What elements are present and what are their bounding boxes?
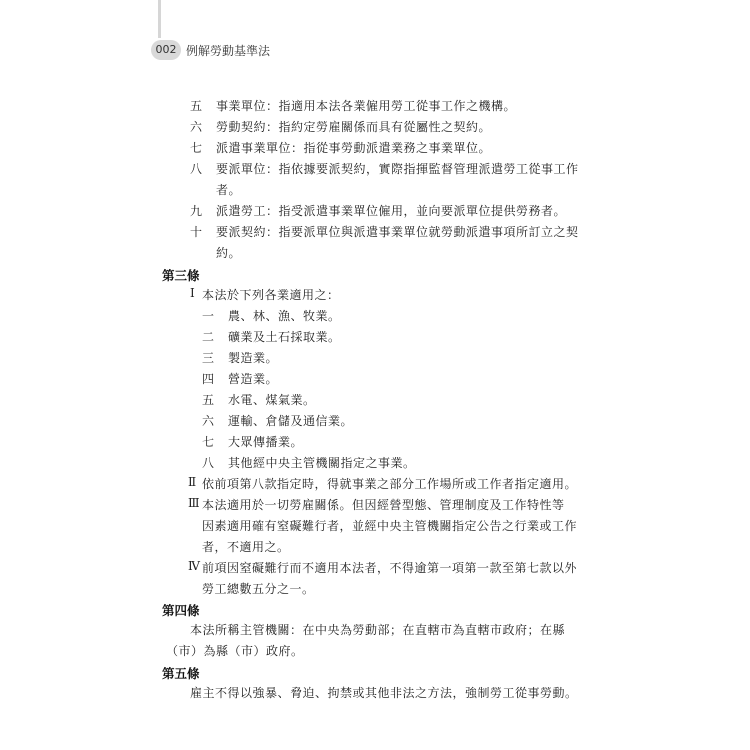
item-text: 礦業及土石採取業。 bbox=[228, 330, 341, 344]
item-text: 營造業。 bbox=[228, 372, 279, 386]
definition-continuation: 者。 bbox=[216, 183, 242, 197]
item-text: 農、林、漁、牧業。 bbox=[228, 309, 341, 323]
article-5-text: 雇主不得以強暴、脅迫、拘禁或其他非法之方法，強制勞工從事勞動。 bbox=[190, 686, 578, 700]
definition-number: 九 bbox=[190, 204, 203, 218]
paragraph-mark: Ⅱ bbox=[188, 475, 197, 489]
definition-text: 事業單位：指適用本法各業僱用勞工從事工作之機構。 bbox=[216, 99, 517, 113]
running-head-title: 例解勞動基準法 bbox=[186, 44, 271, 58]
item-text: 水電、煤氣業。 bbox=[228, 393, 316, 407]
paragraph-text: 者，不適用之。 bbox=[202, 540, 290, 554]
paragraph-text: 因素適用確有窒礙難行者，並經中央主管機關指定公告之行業或工作 bbox=[202, 519, 578, 533]
article-5-heading: 第五條 bbox=[162, 666, 200, 681]
paragraph-text: 前項因窒礙難行而不適用本法者，不得逾第一項第一款至第七款以外 bbox=[202, 561, 578, 575]
paragraph-text: 勞工總數五分之一。 bbox=[202, 582, 315, 596]
definition-text: 要派契約：指要派單位與派遣事業單位就勞動派遣事項所訂立之契 bbox=[216, 225, 579, 239]
definition-number: 十 bbox=[190, 225, 203, 239]
item-text: 運輸、倉儲及通信業。 bbox=[228, 414, 354, 428]
paragraph-text: 本法適用於一切勞雇關係。但因經營型態、管理制度及工作特性等 bbox=[202, 498, 565, 512]
item-text: 製造業。 bbox=[228, 351, 279, 365]
item-number: 一 bbox=[202, 309, 215, 323]
article-4-text: 本法所稱主管機關：在中央為勞動部；在直轄市為直轄市政府；在縣 bbox=[190, 623, 566, 637]
item-text: 大眾傳播業。 bbox=[228, 435, 304, 449]
definition-number: 六 bbox=[190, 120, 203, 134]
item-number: 五 bbox=[202, 393, 215, 407]
definition-number: 八 bbox=[190, 162, 203, 176]
item-text: 其他經中央主管機關指定之事業。 bbox=[228, 456, 416, 470]
definition-text: 派遣事業單位：指從事勞動派遣業務之事業單位。 bbox=[216, 141, 492, 155]
paragraph-text: 依前項第八款指定時，得就事業之部分工作場所或工作者指定適用。 bbox=[202, 477, 578, 491]
item-number: 六 bbox=[202, 414, 215, 428]
paragraph-mark: Ⅰ bbox=[190, 286, 195, 300]
page-number-badge: 002 bbox=[151, 40, 181, 60]
definition-number: 七 bbox=[190, 141, 203, 155]
article-3-heading: 第三條 bbox=[162, 268, 200, 283]
definition-text: 要派單位：指依據要派契約，實際指揮監督管理派遣勞工從事工作 bbox=[216, 162, 579, 176]
paragraph-text: 本法於下列各業適用之： bbox=[202, 288, 340, 302]
item-number: 四 bbox=[202, 372, 215, 386]
definition-continuation: 約。 bbox=[216, 246, 242, 260]
page-edge-rule bbox=[158, 0, 161, 38]
item-number: 二 bbox=[202, 330, 215, 344]
article-4-text: （市）為縣（市）政府。 bbox=[166, 644, 304, 658]
paragraph-mark: Ⅳ bbox=[188, 559, 200, 573]
article-4-heading: 第四條 bbox=[162, 603, 200, 618]
definition-text: 派遣勞工：指受派遣事業單位僱用，並向要派單位提供勞務者。 bbox=[216, 204, 567, 218]
item-number: 七 bbox=[202, 435, 215, 449]
definition-number: 五 bbox=[190, 99, 203, 113]
item-number: 三 bbox=[202, 351, 215, 365]
paragraph-mark: Ⅲ bbox=[188, 496, 200, 510]
definition-text: 勞動契約：指約定勞雇關係而具有從屬性之契約。 bbox=[216, 120, 492, 134]
item-number: 八 bbox=[202, 456, 215, 470]
